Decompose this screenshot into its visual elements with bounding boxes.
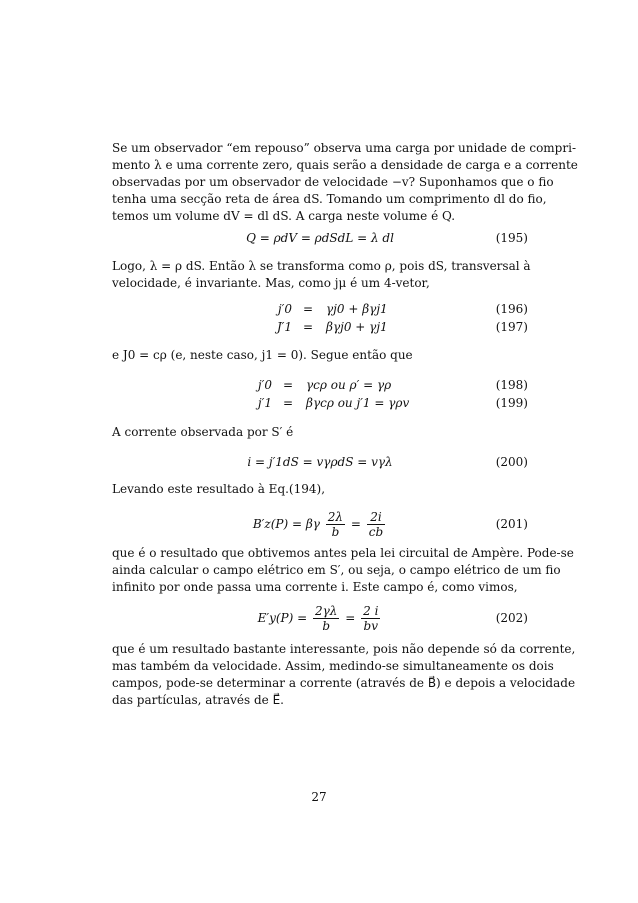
paragraph-segue (112, 347, 528, 364)
equation-number: (195) (495, 231, 528, 245)
equation-number: (201) (495, 517, 528, 531)
equation-relation: = (302, 320, 314, 334)
text-line: tenha uma secção reta de área dS. Tomando um comprimento dl do fio, (112, 192, 547, 206)
equation-197 (112, 318, 528, 336)
equation-number: (196) (495, 302, 528, 316)
paragraph-ampere (112, 545, 574, 596)
paragraph-levando (112, 481, 528, 498)
equation-lhs: J′1 (276, 320, 292, 334)
text-line: observadas por um observador de velocidade −v? Suponhamos que o fio (112, 175, 554, 189)
numerator: 2 i (363, 604, 379, 618)
equation-number: (197) (495, 320, 528, 334)
equation-relation: = (282, 378, 294, 392)
denominator: cb (368, 525, 384, 539)
text-line: A corrente observada por S′ é (112, 425, 294, 439)
text-line: mas também da velocidade. Assim, medindo-se simultaneamente os dois (112, 659, 554, 673)
equation-number: (199) (495, 396, 528, 410)
text-line: campos, pode-se determinar a corrente (através de B⃗) e depois a velocidade (112, 676, 576, 690)
numerator: 2i (367, 510, 385, 525)
equation-rhs: γcρ ou ρ′ = γρ (306, 378, 392, 392)
equation-200 (112, 453, 528, 471)
text-line: mento λ e uma corrente zero, quais serão a densidade de carga e a corrente (112, 158, 578, 172)
paragraph-intro (112, 140, 578, 225)
equation-lhs: B′z(P) = βγ (252, 517, 320, 531)
numerator: 2γλ (314, 604, 338, 618)
equation-relation: = (282, 396, 294, 410)
equation-body: i = j′1dS = vγρdS = vγλ (247, 455, 393, 469)
equation-199 (112, 394, 528, 412)
equation-lhs: j′1 (257, 396, 272, 410)
equation-196 (112, 300, 528, 318)
text-line: ainda calcular o campo elétrico em S′, ou seja, o campo elétrico de um fio (112, 563, 561, 577)
fraction (361, 604, 380, 633)
text-line: velocidade, é invariante. Mas, como jμ é um 4-vetor, (112, 276, 430, 290)
page-number: 27 (311, 790, 327, 804)
denominator: b (331, 525, 340, 539)
equation-195 (112, 229, 528, 247)
denominator: bv (363, 619, 378, 633)
equation-lhs: j′0 (257, 378, 272, 392)
paragraph-conclusion (112, 641, 576, 709)
equation-lhs: j′0 (277, 302, 292, 316)
text-line: que é um resultado bastante interessante, pois não depende só da corrente, (112, 642, 576, 656)
equation-202 (112, 601, 528, 635)
equation-number: (200) (495, 455, 528, 469)
text-line: temos um volume dV = dl dS. A carga neste volume é Q. (112, 209, 456, 223)
text-line: Se um observador “em repouso” observa uma carga por unidade de compri- (112, 141, 576, 155)
equation-rhs: γj0 + βγj1 (326, 302, 388, 316)
text-line: das partículas, através de E⃗. (112, 693, 284, 707)
equation-body: Q = ρdV = ρdSdL = λ dl (246, 231, 394, 245)
paragraph-corrente (112, 424, 528, 441)
fraction (367, 510, 385, 539)
text-line: infinito por onde passa uma corrente i. Este campo é, como vimos, (112, 580, 518, 594)
equation-relation: = (302, 302, 314, 316)
equation-rhs: βγcρ ou j′1 = γρv (306, 396, 410, 410)
fraction (313, 604, 339, 633)
text-line: Logo, λ = ρ dS. Então λ se transforma como ρ, pois dS, transversal à (112, 259, 531, 273)
equation-201 (112, 507, 528, 541)
paragraph-logo (112, 258, 531, 292)
equals-sign: = (350, 517, 361, 531)
equation-198 (112, 376, 528, 394)
text-line: Levando este resultado à Eq.(194), (112, 482, 326, 496)
text-line: e J0 = cρ (e, neste caso, j1 = 0). Segue então que (112, 348, 413, 362)
equation-number: (198) (495, 378, 528, 392)
equals-sign: = (345, 611, 356, 625)
equation-lhs: E′y(P) = (257, 611, 308, 625)
fraction (326, 510, 345, 539)
denominator: b (322, 619, 331, 633)
numerator: 2λ (327, 510, 344, 524)
equation-number: (202) (495, 611, 528, 625)
text-line: que é o resultado que obtivemos antes pela lei circuital de Ampère. Pode-se (112, 546, 574, 560)
equation-rhs: βγj0 + γj1 (326, 320, 388, 334)
